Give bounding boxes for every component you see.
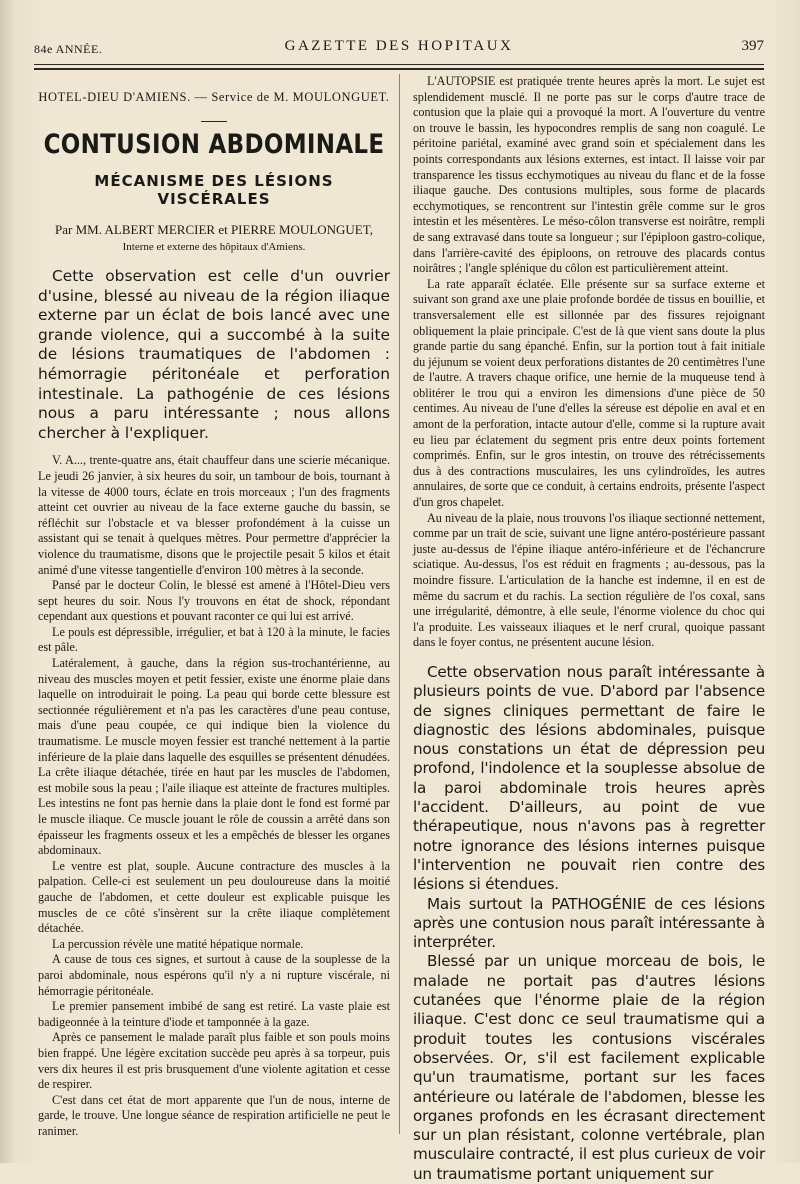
header-year: 84e ANNÉE. <box>34 42 103 56</box>
hospital-line: HOTEL-DIEU D'AMIENS. — Service de M. MOULONGUET. <box>38 90 390 104</box>
autopsy-text <box>413 74 765 651</box>
paragraph: Pansé par le docteur Colin, le blessé est amené à l'Hôtel-Dieu vers sept heures du soir. Nous l'y trouvons en état de shock, répondant cependant aux questions et pouvant raconter ce qui lui est arrivé. <box>38 578 390 624</box>
paragraph: Au niveau de la plaie, nous trouvons l'os iliaque sectionné nettement, comme par un trait de scie, suivant une ligne antéro-postérieure passant juste au-dessus de l'épine iliaque antéro-inférieure et de l'échancrure sciatique. Au-dessus, l'os est réduit en fragments ; au-dessous, pas la moindre fissure. L'articulation de la hanche est indemne, il en est de même du sacrum et du rachis. La section régulière de l'os coxal, sans une irrégularité, démontre, à elle seule, l'énorme violence du choc qui l'a produite. Les vaisseaux iliaques et le nerf crural, quoique passant dans le foyer contus, ne présentent aucune lésion. <box>413 510 765 650</box>
paragraph: La rate apparaît éclatée. Elle présente sur sa surface externe et suivant son grand axe une plaie profonde bordée de tissus en bouillie, et transversalement elle est sillonnée par des fissures rejoignant obliquement la plaie principale. C'est de là que vient sans doute la plus grande partie du sang épanché. Enfin, sur la portion tout à fait initiale du jéjunum se voient deux perforations distantes de 20 centimètres l'une de l'autre. A travers chaque orifice, une hernie de la muqueuse tend à oblitérer le trou qui a environ les dimensions d'une pièce de 50 centimes. Au niveau de l'une d'elles la séreuse est dépolie en aval et en amont de la perforation, intacte autour d'elle, comme si la rupture avait eu lieu par éclatement du segment pris entre deux points fortement comprimés. Enfin, sur le gros intestin, on trouve des rétrécissements dus à des contractions musculaires, les uns cylindroïdes, les autres annulaires, de sorte que ce conduit, à certains endroits, présente l'aspect d'un gros chapelet. <box>413 276 765 510</box>
right-column <box>413 74 765 1184</box>
case-report-text <box>38 453 390 1139</box>
left-column <box>38 74 390 1139</box>
paragraph: Après ce pansement le malade paraît plus faible et son pouls moins bien frappé. Une légère excitation succède peu après à sa torpeur, puis vers dix heures il est pris brusquement d'une violente agitation et cesse de respirer. <box>38 1030 390 1092</box>
paragraph: Mais surtout la PATHOGÉNIE de ces lésions après une contusion nous paraît intéressante à interpréter. <box>413 894 765 952</box>
article-title: CONTUSION ABDOMINALE <box>43 130 385 160</box>
author-affiliation: Interne et externe des hôpitaux d'Amiens. <box>122 241 306 253</box>
header-journal-title: GAZETTE DES HOPITAUX <box>284 38 514 54</box>
paragraph: Le ventre est plat, souple. Aucune contracture des muscles à la palpation. Celle-ci est seulement un peu douloureuse dans la moitié gauche de l'abdomen, et cette douleur est explicable puisque les muscles de ce côté s'insèrent sur la crête iliaque complètement détachée. <box>38 858 390 936</box>
header-rule-bottom <box>34 68 764 70</box>
paragraph: L'AUTOPSIE est pratiquée trente heures après la mort. Le sujet est splendidement musclé. Il ne porte pas sur le corps d'autre trace de contusion que la plaie qui a provoqué la mort. A l'ouverture du ventre on trouve le bassin, les hypocondres remplis de sang non coagulé. Le péritoine pariétal, examiné avec grand soin et spécialement dans les points correspondants aux lésions externes, est intact. Il laisse voir par transparence les tissus ecchymotiques au niveau du flanc et de la fosse iliaque gauche. Des contusions multiples, sous forme de placards ecchymotiques, se rencontrent sur l'intestin grêle comme sur le gros intestin et les mésentères. Le méso-côlon transverse est noirâtre, rempli de sang extravasé dans toute sa longueur ; sur l'épiploon gastro-colique, dans l'arrière-cavité des épiploons, on retrouve des placards contus noirâtres ; l'angle splénique du côlon est particulièrement atteint. <box>413 74 765 276</box>
paragraph: V. A..., trente-quatre ans, était chauffeur dans une scierie mécanique. Le jeudi 26 janvier, à six heures du soir, un tambour de bois, tournant à la vitesse de 4000 tours, éclate en trois morceaux ; l'un des fragments atteint cet ouvrier au niveau de la face externe gauche du bassin, se réfléchit sur l'obstacle et va blesser profondément à la cuisse un assistant qui se tenait à quelques mètres. Pour permettre d'apprécier la violence du traumatisme, disons que le projectile pesait 5 kilos et était animé d'une vitesse tangentielle d'environ 100 mètres à la seconde. <box>38 453 390 577</box>
paragraph: Blessé par un unique morceau de bois, le malade ne portait pas d'autres lésions cutanées que l'énorme plaie de la région iliaque. C'est donc ce seul traumatisme qui a produit toutes les contusions viscérales observées. Or, s'il est facilement explicable qu'un traumatisme, portant sur les faces antérieure ou latérale de l'abdomen, blesse les organes profonds en les écrasant directement sur un plan résistant, colonne vertébrale, plan musculaire contracté, il est plus curieux de voir un traumatisme portant uniquement sur <box>413 952 765 1183</box>
paragraph: C'est dans cet état de mort apparente que l'un de nous, interne de garde, le trouve. Une longue séance de respiration artificielle ne peut le ranimer. <box>38 1092 390 1138</box>
header-page-number: 397 <box>741 38 764 54</box>
paragraph: Le premier pansement imbibé de sang est retiré. La vaste plaie est badigeonnée à la teinture d'iode et tamponnée à la gaze. <box>38 999 390 1029</box>
article-subtitle: MÉCANISME DES LÉSIONS VISCÉRALES <box>94 172 334 208</box>
paragraph: Le pouls est dépressible, irrégulier, et bat à 120 à la minute, le facies est pâle. <box>38 624 390 655</box>
paragraph: La percussion révèle une matité hépatique normale. <box>52 936 304 951</box>
paragraph: A cause de tous ces signes, et surtout à cause de la souplesse de la paroi abdominale, nous espérons qu'il n'y a ni rupture viscérale, ni hémorragie péritonéale. <box>38 952 390 998</box>
running-header <box>34 38 764 60</box>
lead-paragraph-block <box>38 267 390 443</box>
lead-paragraph: Cette observation est celle d'un ouvrier d'usine, blessé au niveau de la région iliaque externe par un éclat de bois lancé avec une grande violence, qui a succombé à la suite de lésions traumatiques de l'abdomen : hémorragie péritonéale et perforation intestinale. La pathogénie de ces lésions nous a paru intéressante ; nous allons chercher à l'expliquer. <box>38 267 390 442</box>
paragraph: Latéralement, à gauche, dans la région sus-trochantérienne, au niveau des muscles moyen et petit fessier, existe une énorme plaie dans laquelle on introduirait le poing. La peau qui borde cette blessure est sectionnée régulièrement et n'a pas les caractères d'une peau contuse, mais d'une peau coupée, ce qui indique bien la violence du traumatisme. Le muscle moyen fessier est tranché nettement à la partie inférieure de la plaie dans laquelle des esquilles se présentent dénudées. La crête iliaque détachée, tirée en haut par les muscles de l'abdomen, est mobile sous la peau ; l'aile iliaque est atteinte de fractures multiples. Les intestins ne font pas hernie dans la plaie dont le fond est formé par le muscle iliaque. Ce muscle jouant le rôle de coussin a arrêté dans son épaisseur les fragments osseux et les a empêchés de blesser les organes abdominaux. <box>38 656 390 858</box>
article-authors: Par MM. ALBERT MERCIER et PIERRE MOULONGUET, <box>55 222 373 237</box>
column-divider <box>399 74 400 1134</box>
header-rule-top <box>34 64 764 65</box>
discussion-text <box>413 663 765 1184</box>
title-separator <box>201 121 227 122</box>
paragraph: Cette observation nous paraît intéressante à plusieurs points de vue. D'abord par l'absence de signes cliniques permettant de faire le diagnostic des lésions abdominales, puisque nous constations un état de dépression peu profond, l'indolence et la souplesse absolue de la paroi abdominale trois heures après l'accident. D'ailleurs, au point de vue thérapeutique, nous n'avons pas à regretter notre ignorance des lésions internes puisque l'intervention ne pouvait rien contre des lésions si étendues. <box>413 662 765 894</box>
